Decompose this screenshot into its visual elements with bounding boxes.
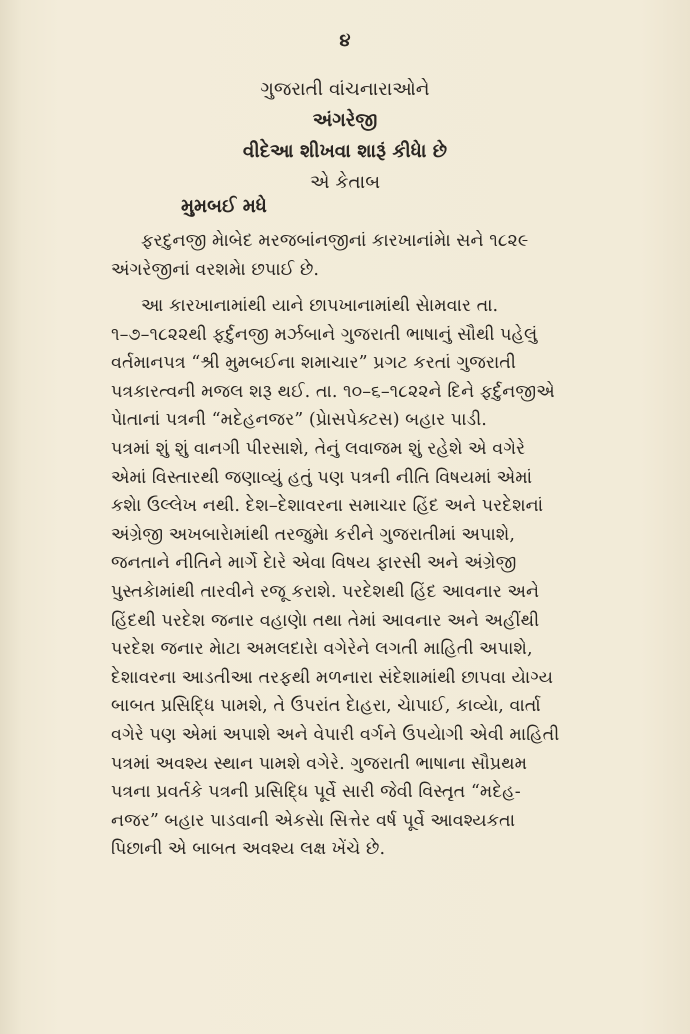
title-line-3: વીદેઆ શીખવા શારૂં કીધેા છે bbox=[242, 141, 448, 162]
title-line-4: એ કેતાબ bbox=[309, 172, 381, 193]
paragraph-line: વગેરે પણ એમાં અપાશે અને વેપારી વર્ગને ઉપયેાગી એવી માહિતી bbox=[111, 724, 560, 745]
paragraph-line: એમાં વિસ્તારથી જણાવ્યું હતું પણ પત્રની નીતિ વિષયમાં એમાં bbox=[111, 467, 533, 488]
imprint-line: અંગરેજીનાં વરશમેા છપાઈ છે. bbox=[111, 259, 320, 280]
paragraph-line: પરદેશ જનાર મેાટા અમલદારેા વગેરેને લગતી માહિતી અપાશે, bbox=[111, 639, 533, 660]
paragraph-line: કશેા ઉલ્લેખ નથી. દેશ–દેશાવરના સમાચાર હિંદ અને પરદેશનાં bbox=[111, 496, 544, 517]
paragraph-line: પત્રના પ્રવર્તકે પત્રની પ્રસિદ્ધિ પૂર્વે સારી જેવી વિસ્તૃત “મદેહ- bbox=[111, 782, 521, 803]
main-paragraph bbox=[111, 292, 647, 864]
paragraph-line: નજર” બહાર પાડવાની એકસેા સિત્તેર વર્ષ પૂર્વે આવશ્યકતા bbox=[111, 810, 516, 831]
imprint-line: ફરદુનજી મેાબેદ મરજબાંનજીનાં કારખાનાંમેા સને ૧૮૨૯ bbox=[141, 231, 529, 251]
paragraph-line: અંગ્રેજી અખબારેામાંથી તરજુમેા કરીને ગુજરાતીમાં અપાશે, bbox=[111, 524, 515, 545]
paragraph-line: આ કારખાનામાંથી યાને છાપખાનામાંથી સેામવાર તા. bbox=[141, 296, 499, 316]
paragraph-line: જનતાને નીતિને માર્ગે દેારે એવા વિષય ફારસી અને અંગ્રેજી bbox=[111, 553, 517, 574]
page-number: ૪ bbox=[339, 30, 351, 51]
paragraph-line: પુસ્તકેામાંથી તારવીને રજૂ કરાશે. પરદેશથી હિંદ આવનાર અને bbox=[111, 581, 540, 602]
paragraph-line: હિંદથી પરદેશ જનાર વહાણેા તથા તેમાં આવનાર અને અહીંથી bbox=[111, 610, 540, 631]
title-line-1: ગુજરાતી વાંચનારાઓને bbox=[260, 79, 430, 100]
paragraph-line: દેશાવરના આડતીઆ તરફથી મળનારા સંદેશામાંથી છાપવા યેાગ્ય bbox=[111, 667, 554, 688]
paragraph-line: બાબત પ્રસિદ્ધિ પામશે, તે ઉપરાંત દેાહરા, ચેાપાઈ, કાવ્યેા, વાર્તા bbox=[111, 696, 541, 717]
place-line: મુમબઈ મધે bbox=[181, 196, 267, 217]
paragraph-line: પેાતાનાં પત્રની “મદેહનજર” (પ્રેાસપેક્ટસ) બહાર પાડી. bbox=[111, 410, 487, 431]
title-line-2: અંગરેજી bbox=[312, 110, 378, 131]
paragraph-line: પત્રકારત્વની મજલ શરૂ થઈ. તા. ૧૦–૬–૧૮૨૨ને દિને ફર્દુનજીએ bbox=[111, 381, 555, 402]
imprint bbox=[111, 227, 647, 284]
paragraph-line: પિછાની એ બાબત અવશ્ય લક્ષ ખેંચે છે. bbox=[111, 839, 386, 860]
paragraph-line: ૧–૭–૧૮૨૨થી ફર્દુનજી મર્ઝબાને ગુજરાતી ભાષાનું સૌથી પહેલું bbox=[111, 324, 538, 345]
paragraph-line: પત્રમાં શું શું વાનગી પીરસાશે, તેનું લવાજમ શું રહેશે એ વગેરે bbox=[111, 438, 526, 459]
paragraph-line: પત્રમાં અવશ્ય સ્થાન પામશે વગેરે. ગુજરાતી ભાષાના સૌપ્રથમ bbox=[111, 753, 528, 774]
paragraph-line: વર્તમાનપત્ર “શ્રી મુમબઈના શમાચાર” પ્રગટ કરતાં ગુજરાતી bbox=[111, 353, 516, 374]
title-block bbox=[0, 74, 690, 198]
